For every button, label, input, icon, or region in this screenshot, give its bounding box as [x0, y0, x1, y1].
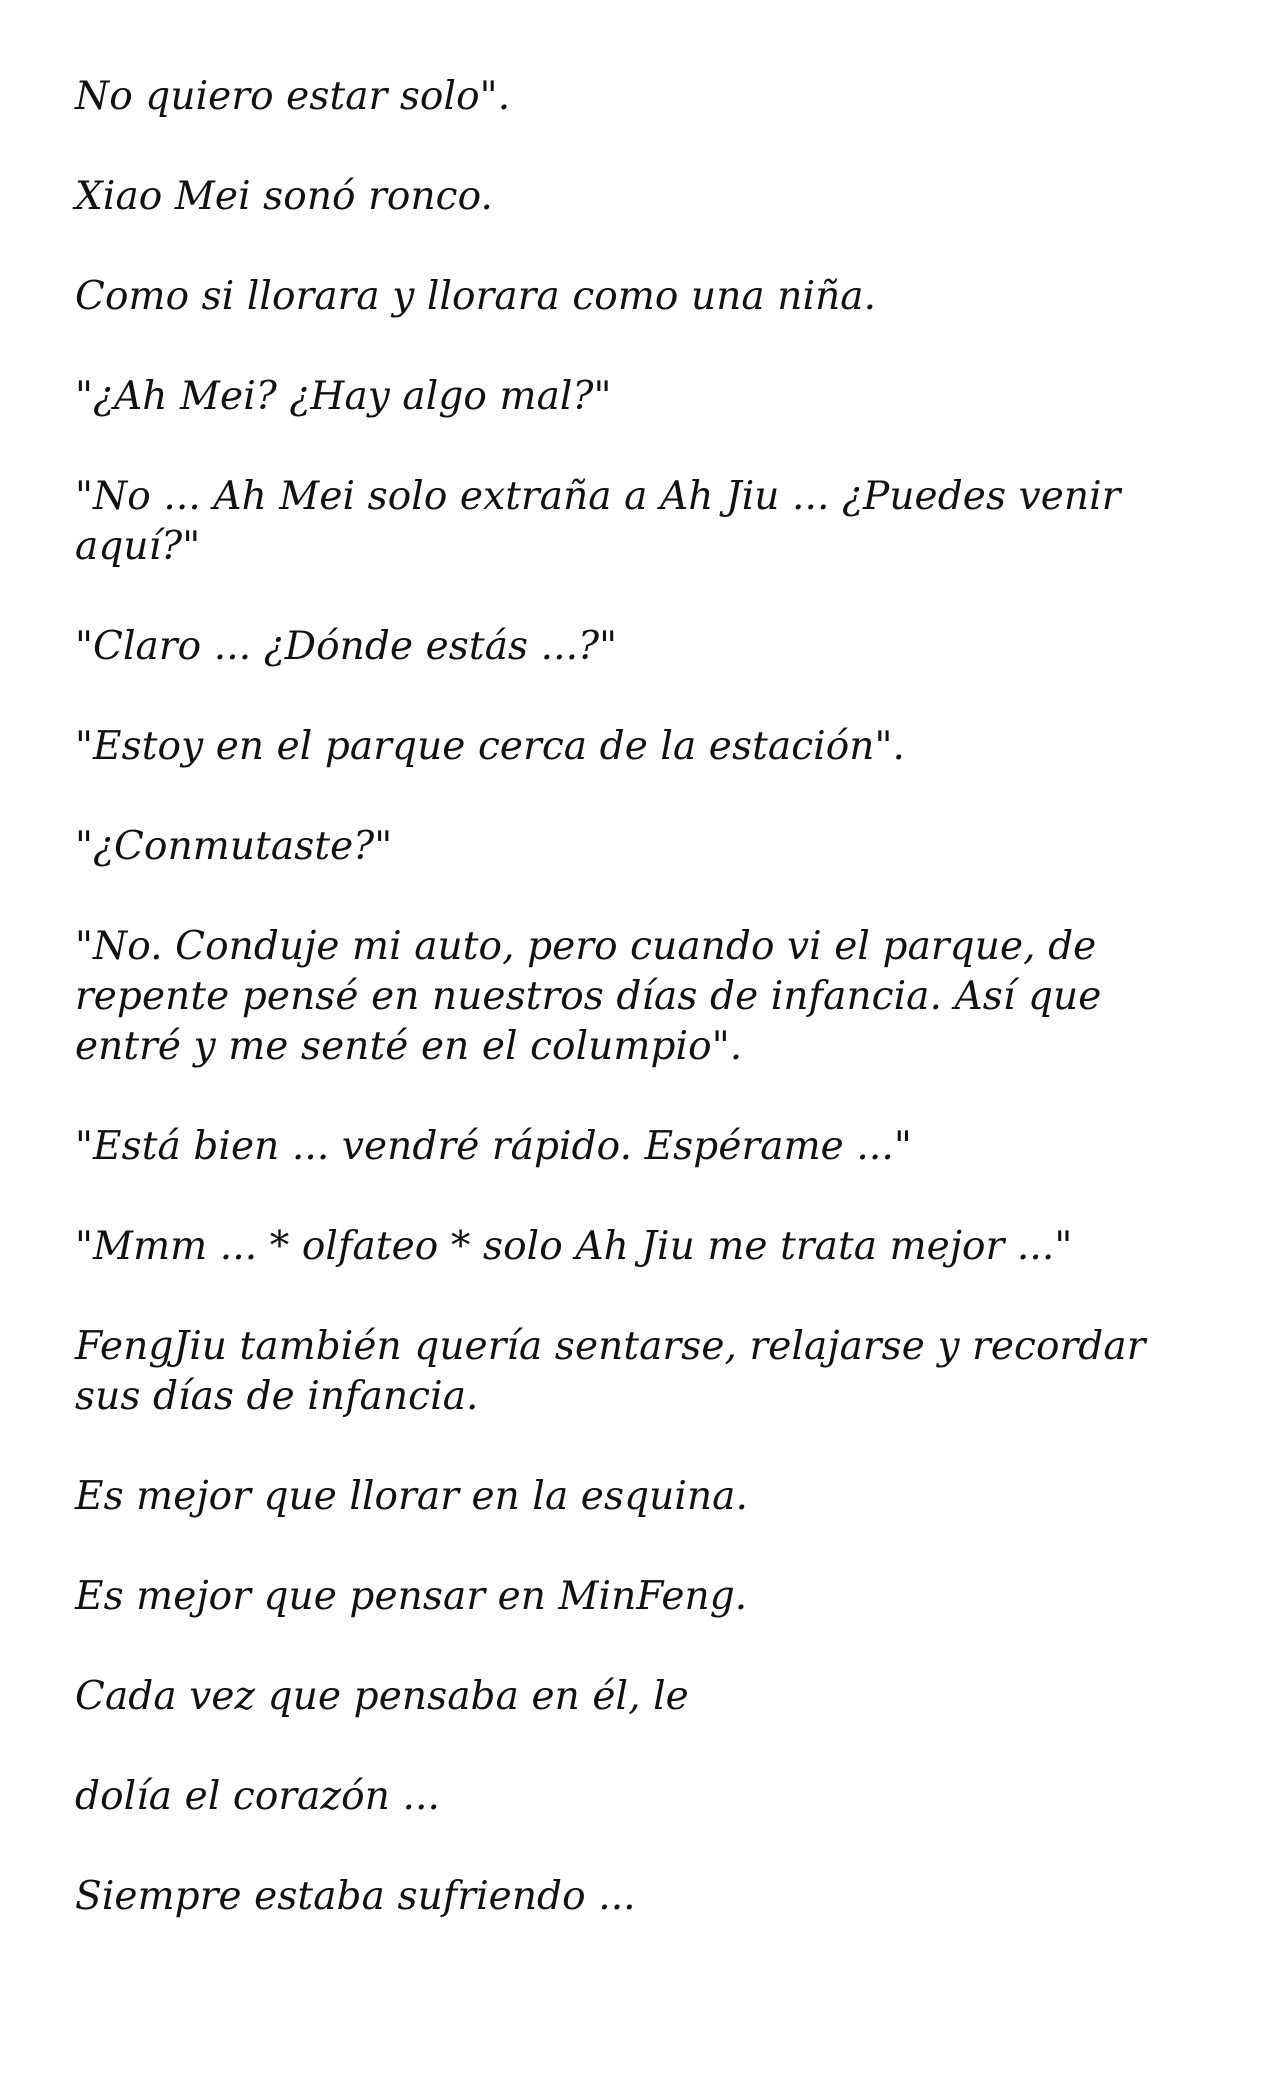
paragraph: "Mmm ... * olfateo * solo Ah Jiu me trata mejor ...": [75, 1224, 1073, 1269]
paragraph: "No ... Ah Mei solo extraña a Ah Jiu ... ¿Puedes venir aquí?": [75, 474, 1121, 569]
paragraph: "Está bien ... vendré rápido. Espérame ...": [75, 1124, 912, 1169]
paragraph: Es mejor que llorar en la esquina.: [75, 1474, 749, 1519]
paragraph: Siempre estaba sufriendo ...: [75, 1874, 636, 1919]
paragraph: "Estoy en el parque cerca de la estación".: [75, 724, 906, 769]
paragraph: dolía el corazón ...: [75, 1774, 440, 1819]
paragraph: "¿Ah Mei? ¿Hay algo mal?": [75, 374, 612, 419]
paragraph: FengJiu también quería sentarse, relajarse y recordar sus días de infancia.: [75, 1324, 1146, 1419]
paragraph: "Claro ... ¿Dónde estás ...?": [75, 624, 618, 669]
paragraph: Xiao Mei sonó ronco.: [75, 174, 494, 219]
paragraph: No quiero estar solo".: [75, 74, 511, 119]
paragraph: Como si llorara y llorara como una niña.: [75, 274, 877, 319]
paragraph: Es mejor que pensar en MinFeng.: [75, 1574, 748, 1619]
paragraph: Cada vez que pensaba en él, le: [75, 1674, 689, 1719]
paragraph: "No. Conduje mi auto, pero cuando vi el parque, de repente pensé en nuestros días de infancia. Así que entré y me senté en el columpio".: [75, 924, 1102, 1069]
paragraph: "¿Conmutaste?": [75, 824, 393, 869]
